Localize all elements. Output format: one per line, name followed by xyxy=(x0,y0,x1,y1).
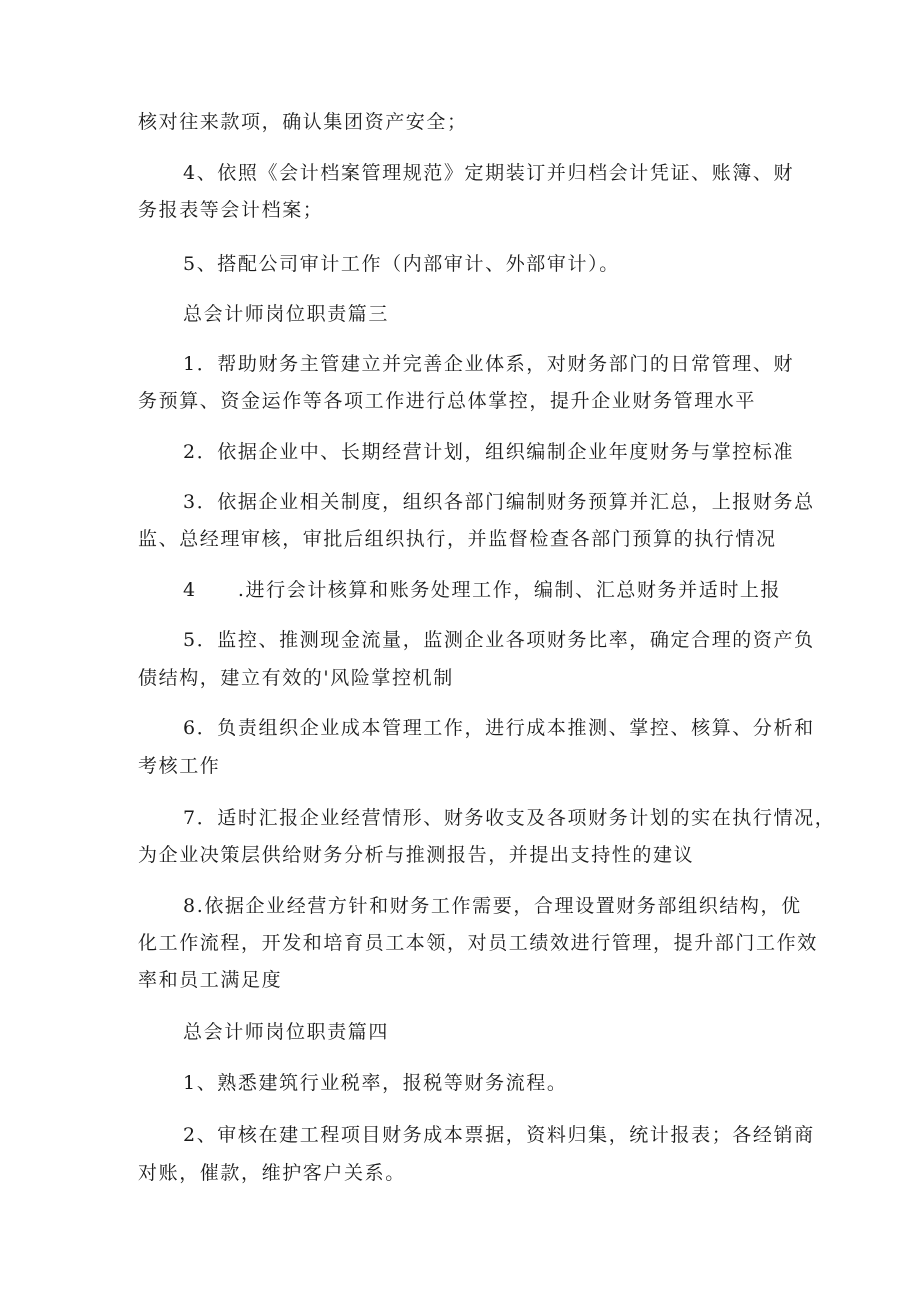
text-line: 率和员工满足度 xyxy=(138,969,283,991)
text-line: 债结构，建立有效的'风险掌控机制 xyxy=(138,667,454,689)
text-line: 1．帮助财务主管建立并完善企业体系，对财务部门的日常管理、财 xyxy=(183,353,795,375)
text-line: 监、总经理审核，审批后组织执行，并监督检查各部门预算的执行情况 xyxy=(138,528,777,550)
section-heading: 总会计师岗位职责篇三 xyxy=(183,303,390,325)
text-line: 考核工作 xyxy=(138,755,221,777)
text-line: 为企业决策层供给财务分析与推测报告，并提出支持性的建议 xyxy=(138,844,695,866)
text-line: 核对往来款项，确认集团资产安全； xyxy=(138,111,468,133)
text-line: 5、搭配公司审计工作（内部审计、外部审计）。 xyxy=(183,253,620,275)
text-line: 3．依据企业相关制度，组织各部门编制财务预算并汇总，上报财务总 xyxy=(183,491,815,513)
text-line: 6．负责组织企业成本管理工作，进行成本推测、掌控、核算、分析和 xyxy=(183,717,815,739)
text-line: 4、依照《会计档案管理规范》定期装订并归档会计凭证、账簿、财 xyxy=(183,162,795,184)
text-line: 务预算、资金运作等各项工作进行总体掌控，提升企业财务管理水平 xyxy=(138,390,757,412)
text-line: 4 .进行会计核算和账务处理工作，编制、汇总财务并适时上报 xyxy=(183,579,782,601)
text-line: 务报表等会计档案； xyxy=(138,199,324,221)
section-heading: 总会计师岗位职责篇四 xyxy=(183,1021,390,1043)
text-line: 2、审核在建工程项目财务成本票据，资料归集，统计报表；各经销商 xyxy=(183,1124,815,1146)
text-line: 化工作流程，开发和培育员工本领，对员工绩效进行管理，提升部门工作效 xyxy=(138,932,818,954)
text-line: 对账，催款，维护客户关系。 xyxy=(138,1162,406,1184)
text-line: 2．依据企业中、长期经营计划，组织编制企业年度财务与掌控标准 xyxy=(183,441,795,463)
text-line: 1、熟悉建筑行业税率，报税等财务流程。 xyxy=(183,1072,568,1094)
text-line: 8.依据企业经营方针和财务工作需要，合理设置财务部组织结构，优 xyxy=(183,895,802,917)
text-line: 5．监控、推测现金流量，监测企业各项财务比率，确定合理的资产负 xyxy=(183,629,815,651)
text-line: 7．适时汇报企业经营情形、财务收支及各项财务计划的实在执行情况， xyxy=(183,807,836,829)
